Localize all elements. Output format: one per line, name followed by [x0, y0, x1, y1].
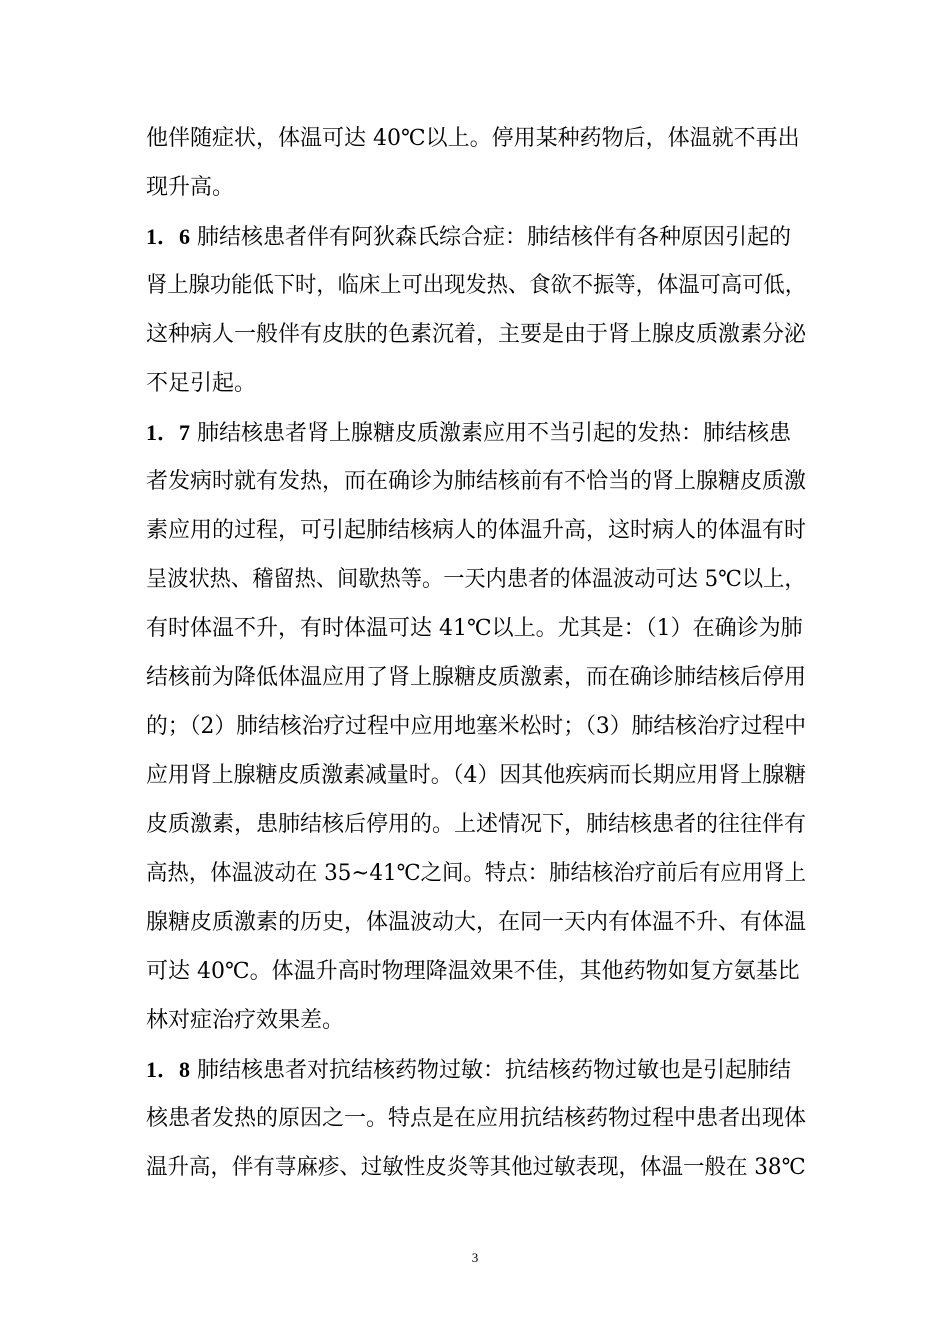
section-number: 1．6 — [146, 224, 191, 249]
paragraph-line: 呈波状热、稽留热、间歇热等。一天内患者的体温波动可达 5℃以上， — [146, 567, 806, 592]
section-heading-line: 1．7 肺结核患者肾上腺糖皮质激素应用不当引起的发热：肺结核患 — [146, 420, 792, 446]
paragraph-line: 温升高，伴有荨麻疹、过敏性皮炎等其他过敏表现，体温一般在 38℃ — [146, 1155, 806, 1180]
paragraph-line: 者发病时就有发热，而在确诊为肺结核前有不恰当的肾上腺糖皮质激 — [146, 469, 807, 494]
paragraph-line: 林对症治疗效果差。 — [146, 1008, 345, 1033]
paragraph-line: 现升高。 — [146, 175, 235, 200]
paragraph-line: 高热，体温波动在 35~41℃之间。特点：肺结核治疗前后有应用肾上 — [146, 861, 807, 886]
section-heading-line: 1．8 肺结核患者对抗结核药物过敏：抗结核药物过敏也是引起肺结 — [146, 1057, 792, 1083]
paragraph-line: 腺糖皮质激素的历史，体温波动大，在同一天内有体温不升、有体温 — [146, 910, 807, 935]
paragraph-line: 这种病人一般伴有皮肤的色素沉着，主要是由于肾上腺皮质激素分泌 — [146, 322, 807, 347]
paragraph-line: 他伴随症状，体温可达 40℃以上。停用某种药物后，体温就不再出 — [146, 126, 800, 151]
section-heading-line: 1．6 肺结核患者伴有阿狄森氏综合症：肺结核伴有各种原因引起的 — [146, 224, 792, 250]
paragraph-line: 可达 40℃。体温升高时物理降温效果不佳，其他药物如复方氨基比 — [146, 959, 800, 984]
paragraph-line: 的；（2）肺结核治疗过程中应用地塞米松时；（3）肺结核治疗过程中 — [146, 714, 806, 739]
paragraph-line: 肾上腺功能低下时，临床上可出现发热、食欲不振等，体温可高可低， — [146, 273, 807, 298]
paragraph-line: 不足引起。 — [146, 371, 257, 396]
paragraph-line: 有时体温不升，有时体温可达 41℃以上。尤其是：（1）在确诊为肺 — [146, 616, 803, 641]
paragraph-line: 应用肾上腺糖皮质激素减量时。（4）因其他疾病而长期应用肾上腺糖 — [146, 763, 806, 788]
section-number: 1．8 — [146, 1057, 191, 1082]
paragraph-line: 皮质激素，患肺结核后停用的。上述情况下，肺结核患者的往往伴有 — [146, 812, 807, 837]
paragraph-line: 素应用的过程，可引起肺结核病人的体温升高，这时病人的体温有时 — [146, 518, 807, 543]
section-number: 1．7 — [146, 420, 191, 445]
paragraph-line: 结核前为降低体温应用了肾上腺糖皮质激素，而在确诊肺结核后停用 — [146, 665, 807, 690]
paragraph-line: 核患者发热的原因之一。特点是在应用抗结核药物过程中患者出现体 — [146, 1106, 807, 1131]
page-number: 3 — [471, 1250, 479, 1265]
